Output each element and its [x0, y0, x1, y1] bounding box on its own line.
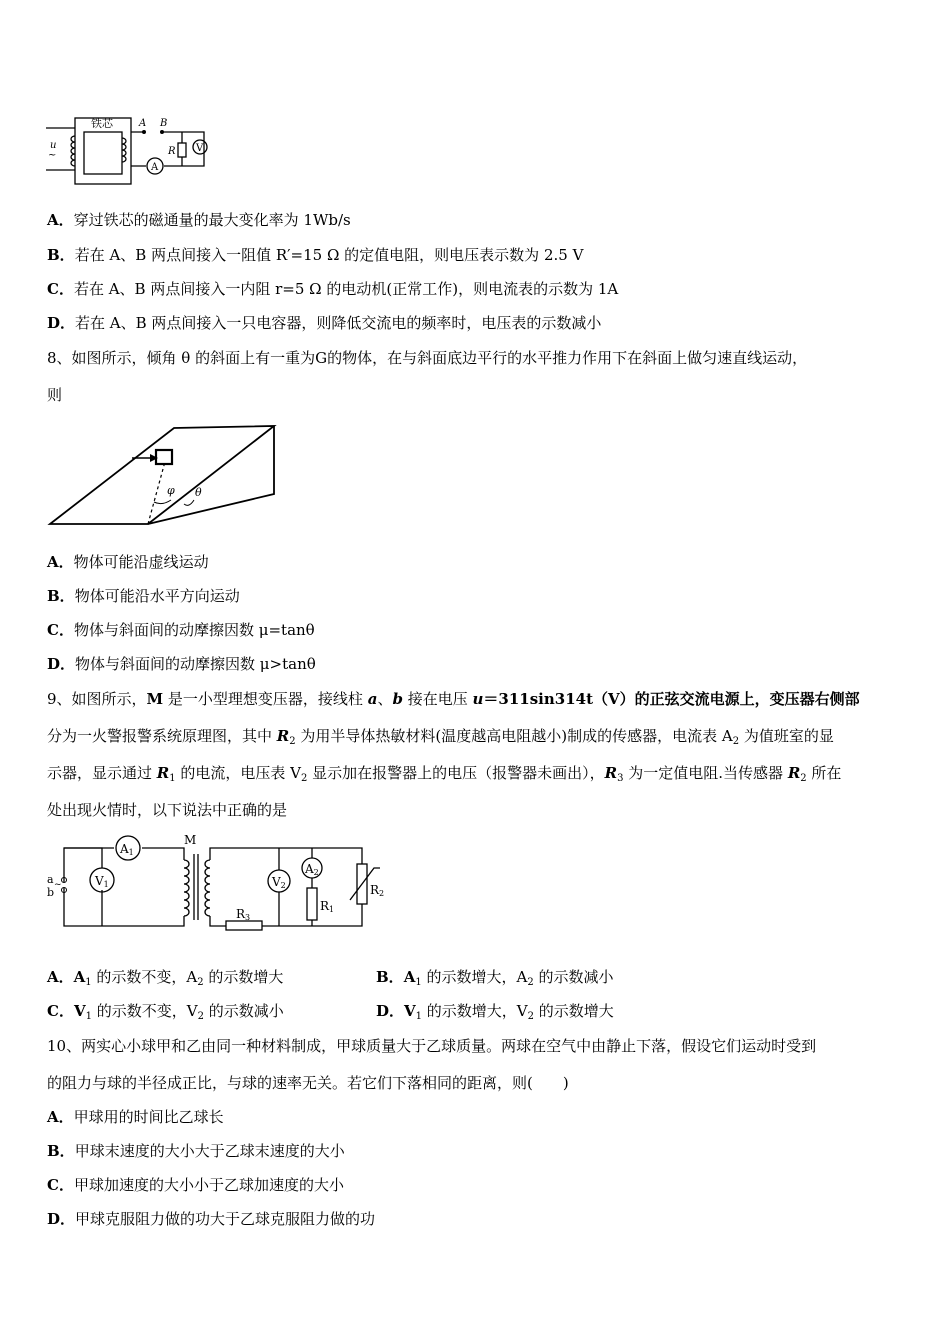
q8-stem-line2: 则 — [47, 386, 63, 404]
incline-figure — [46, 420, 282, 532]
q8-option-a: A．物体可能沿虚线运动 — [47, 553, 209, 571]
q10-stem-line1: 10、两实心小球甲和乙由同一种材料制成，甲球质量大于乙球质量。两球在空气中由静止下落，假设它们运动时受到 — [47, 1037, 817, 1055]
angle-theta-label: θ — [195, 486, 202, 499]
q10-option-a: A．甲球用的时间比乙球长 — [47, 1108, 224, 1126]
core-label: 铁芯 — [91, 117, 113, 130]
voltmeter-v2-label: V2 — [272, 875, 286, 890]
terminal-a-label: A — [139, 118, 147, 129]
voltmeter-v1-label: V1 — [95, 874, 109, 889]
q10-option-b: B．甲球末速度的大小大于乙球末速度的大小 — [47, 1142, 345, 1160]
ammeter-a2-label: A2 — [305, 862, 319, 877]
resistor-r3-label: R3 — [236, 907, 251, 922]
q10-option-c: C．甲球加速度的大小小于乙球加速度的大小 — [47, 1176, 344, 1194]
q9-stem-line2: 分为一火警报警系统原理图，其中 $R_2$ 为用半导体热敏材料(温度越高电阻越小)制成的传感器，电流表 $A_2$ 为值班室的显 — [47, 727, 834, 747]
q10-stem-line2: 的阻力与球的半径成正比，与球的速率无关。若它们下落相同的距离，则( ) — [47, 1074, 569, 1092]
q7-option-d: D．若在 A、B 两点间接入一只电容器，则降低交流电的频率时，电压表的示数减小 — [47, 314, 602, 332]
ac-symbol: ~ — [48, 150, 57, 161]
q8-option-c: C．物体与斜面间的动摩擦因数 μ=tanθ — [47, 621, 315, 639]
q9-stem-line4: 处出现火情时，以下说法中正确的是 — [47, 801, 288, 819]
q8-option-b: B．物体可能沿水平方向运动 — [47, 587, 240, 605]
ammeter-label: A — [151, 162, 159, 173]
q9-option-a: A．$A_1$ 的示数不变，$A_2$ 的示数增大 — [47, 968, 284, 988]
q8-option-d: D．物体与斜面间的动摩擦因数 μ>tanθ — [47, 655, 316, 673]
q7-option-b: B．若在 A、B 两点间接入一阻值 R′=15 Ω 的定值电阻，则电压表示数为 2.5 V — [47, 246, 584, 264]
ac-symbol: ~ — [54, 880, 62, 890]
source-a-label: a — [47, 873, 54, 886]
voltmeter-label: V — [196, 143, 204, 154]
source-b-label: b — [47, 886, 55, 899]
terminal-b-label: B — [160, 118, 168, 129]
q10-option-d: D．甲球克服阻力做的功大于乙球克服阻力做的功 — [47, 1210, 376, 1228]
block-object — [156, 450, 172, 464]
q9-option-c: C．$V_1$ 的示数不变，$V_2$ 的示数减小 — [47, 1002, 284, 1022]
q9-stem-line3: 示器，显示通过 $R_1$ 的电流，电压表 $V_2$ 显示加在报警器上的电压（报警器未画出），$R_3$ 为一定值电阻.当传感器 $R_2$ 所在 — [47, 764, 842, 784]
q9-option-d: D．$V_1$ 的示数增大，$V_2$ 的示数增大 — [376, 1002, 614, 1022]
transformer-m-label: M — [184, 833, 197, 847]
q7-option-c: C．若在 A、B 两点间接入一内阻 r=5 Ω 的电动机(正常工作)，则电流表的示数为 1A — [47, 280, 619, 298]
q7-option-a: A．穿过铁芯的磁通量的最大变化率为 1Wb/s — [47, 211, 351, 229]
transformer-circuit-figure — [44, 110, 216, 190]
sensor-r2-label: R2 — [370, 883, 385, 898]
fire-alarm-circuit-figure — [44, 830, 394, 938]
resistor-r1-label: R1 — [320, 899, 335, 914]
q9-stem-line1: 9、如图所示，M 是一小型理想变压器，接线柱 a、b 接在电压 u＝311sin314t（V）的正弦交流电源上，变压器右侧部 — [47, 690, 860, 708]
ammeter-a1-label: A1 — [120, 842, 134, 857]
angle-phi-label: φ — [167, 484, 175, 497]
q9-option-b: B．$A_1$ 的示数增大，$A_2$ 的示数减小 — [376, 968, 614, 988]
q8-stem-line1: 8、如图所示，倾角 θ 的斜面上有一重为G的物体，在与斜面底边平行的水平推力作用下在斜面上做匀速直线运动， — [47, 349, 808, 367]
source-u-label: u — [50, 140, 57, 151]
resistor-r-label: R — [168, 146, 176, 157]
